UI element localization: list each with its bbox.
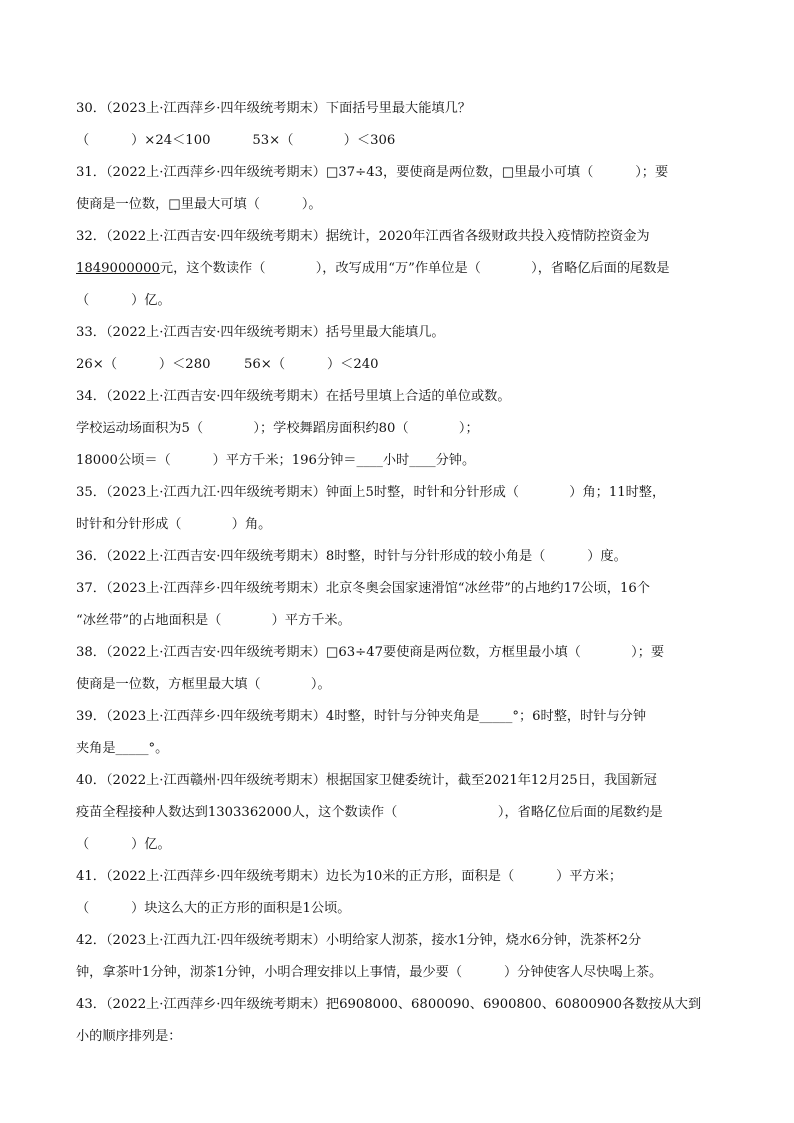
q37-line-1: 37．（2023上·江西萍乡·四年级统考期末）北京冬奥会国家速滑馆“冰丝带”的占地约17公顷，16个	[76, 581, 650, 596]
q38-line-1: 38．（2022上·江西吉安·四年级统考期末）□63÷47要使商是两位数，方框里最小填（ ）；要	[76, 645, 665, 660]
q38-line-2: 使商是一位数，方框里最大填（ ）。	[76, 677, 331, 692]
q31-line-1: 31．（2022上·江西萍乡·四年级统考期末）□37÷43，要使商是两位数，□里最小可填（ ）；要	[76, 165, 669, 180]
q39-line-1: 39．（2023上·江西萍乡·四年级统考期末）4时整，时针与分钟夹角是_____°；6时整，时针与分钟	[76, 709, 647, 724]
q30-line-1: 30．（2023上·江西萍乡·四年级统考期末）下面括号里最大能填几？	[76, 101, 471, 116]
q36-line-1: 36．（2022上·江西吉安·四年级统考期末）8时整，时针与分针形成的较小角是（ ）度。	[76, 549, 627, 564]
q41-line-2: （ ）块这么大的正方形的面积是1公顷。	[76, 901, 351, 916]
q35-line-1: 35．（2023上·江西九江·四年级统考期末）钟面上5时整，时针和分针形成（ ）角；11时整，	[76, 485, 666, 500]
q32-line-2	[76, 260, 670, 278]
q35-line-2: 时针和分针形成（ ）角。	[76, 517, 272, 532]
q42-line-1: 42．（2023上·江西九江·四年级统考期末）小明给家人沏茶，接水1分钟，烧水6分钟，洗茶杯2分	[76, 933, 642, 948]
q31-line-2: 使商是一位数，□里最大可填（ ）。	[76, 197, 322, 212]
q34-line-2: 学校运动场面积为5（ ）；学校舞蹈房面积约80（ ）；	[76, 421, 479, 436]
q34-line-1: 34．（2022上·江西吉安·四年级统考期末）在括号里填上合适的单位或数。	[76, 389, 511, 404]
q39-line-2: 夹角是_____°。	[76, 741, 169, 756]
q43-line-2: 小的顺序排列是：	[76, 1029, 182, 1044]
q33-line-2: 26×（ ）＜280 56×（ ）＜240	[76, 357, 379, 372]
q34-line-3: 18000公顷＝（ ）平方千米；196分钟＝____小时____分钟。	[76, 453, 476, 468]
q33-line-1: 33．（2022上·江西吉安·四年级统考期末）括号里最大能填几。	[76, 325, 445, 340]
q32-line-1: 32．（2022上·江西吉安·四年级统考期末）据统计，2020年江西省各级财政共投入疫情防控资金为	[76, 229, 650, 244]
q40-line-1: 40．（2022上·江西赣州·四年级统考期末）根据国家卫健委统计，截至2021年12月25日，我国新冠	[76, 773, 657, 788]
q30-line-2: （ ）×24＜100 53×（ ）＜306	[76, 133, 396, 148]
q40-line-2: 疫苗全程接种人数达到1303362000人，这个数读作（ ），省略亿位后面的尾数约是	[76, 805, 663, 820]
q32-underlined-number: 1849000000	[76, 261, 160, 276]
q43-line-1: 43．（2022上·江西萍乡·四年级统考期末）把6908000、6800090、6900800、60800900各数按从大到	[76, 997, 702, 1012]
q37-line-2: “冰丝带”的占地面积是（ ）平方千米。	[76, 613, 351, 628]
q42-line-2: 钟，拿茶叶1分钟，沏茶1分钟，小明合理安排以上事情，最少要（ ）分钟使客人尽快喝上茶。	[76, 965, 663, 980]
q32-line-2-text: 元，这个数读作（ ），改写成用“万”作单位是（ ），省略亿后面的尾数是	[159, 261, 670, 276]
q32-line-3: （ ）亿。	[76, 293, 171, 308]
q40-line-3: （ ）亿。	[76, 837, 171, 852]
q41-line-1: 41．（2022上·江西萍乡·四年级统考期末）边长为10米的正方形，面积是（ ）平方米；	[76, 869, 623, 884]
